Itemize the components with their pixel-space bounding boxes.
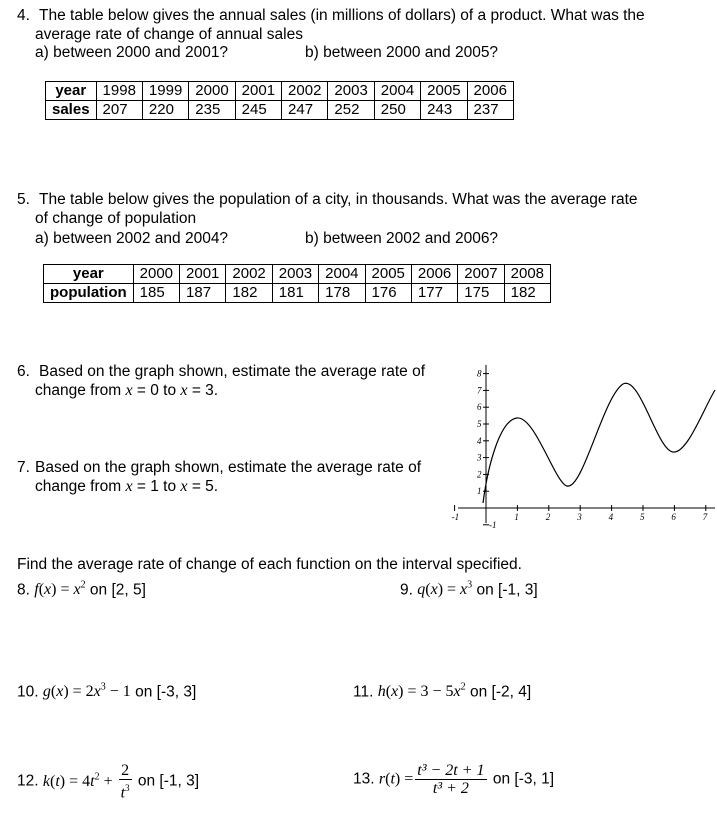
q6-text-line1: Based on the graph shown, estimate the average rate of bbox=[39, 363, 426, 380]
q4-text-line2: average rate of change of annual sales bbox=[35, 26, 303, 43]
table-cell: 2003 bbox=[272, 265, 318, 284]
q5-number: 5. bbox=[17, 191, 30, 208]
table-cell: 2005 bbox=[365, 265, 411, 284]
table-cell: 247 bbox=[282, 101, 328, 120]
q6-text-line2: change from x = 0 to x = 3. bbox=[35, 382, 219, 399]
x-tick-label: -1 bbox=[451, 512, 460, 522]
table-row bbox=[46, 82, 514, 101]
x-tick-label: 4 bbox=[608, 512, 614, 522]
table-cell: 245 bbox=[235, 101, 281, 120]
table-cell: 1999 bbox=[142, 82, 188, 101]
table-cell: 187 bbox=[180, 284, 226, 303]
instructions-text: Find the average rate of change of each function on the interval specified. bbox=[17, 556, 522, 573]
table-cell: 207 bbox=[96, 101, 142, 120]
q13-fraction: $\frac{\text{t³ − 2t + 1}}{\text{t³ + 2}}$ bbox=[417, 762, 485, 797]
function-curve bbox=[483, 383, 715, 503]
table-cell: 2001 bbox=[180, 265, 226, 284]
table-cell: 182 bbox=[226, 284, 272, 303]
table-cell: 250 bbox=[374, 101, 420, 120]
table-cell: 2002 bbox=[226, 265, 272, 284]
table-cell: 1998 bbox=[96, 82, 142, 101]
y-tick-label: 2 bbox=[477, 469, 482, 480]
q4-part-b: b) between 2000 and 2005? bbox=[305, 44, 499, 61]
table-cell: 2006 bbox=[411, 265, 457, 284]
x-tick-label: 2 bbox=[545, 512, 551, 522]
table-cell: 2000 bbox=[189, 82, 235, 101]
y-tick-label: 5 bbox=[477, 419, 482, 429]
x-tick-label: 7 bbox=[702, 512, 708, 522]
q4-row-label-year: year bbox=[46, 82, 97, 101]
table-cell: 252 bbox=[328, 101, 374, 120]
table-cell: 235 bbox=[189, 101, 235, 120]
table-cell: 2008 bbox=[504, 265, 550, 284]
y-tick-label: 6 bbox=[477, 402, 482, 413]
table-cell: 181 bbox=[272, 284, 318, 303]
table-row bbox=[44, 265, 551, 284]
x-tick-label: 3 bbox=[577, 512, 582, 522]
q8-problem: 8. $f(x) = x^2$ on [2, 5] bbox=[17, 580, 146, 599]
q10-problem: 10. $g(x) = 2x^3 - 1$ on [-3, 3] bbox=[17, 682, 197, 701]
table-cell: 2004 bbox=[374, 82, 420, 101]
table-cell: 243 bbox=[421, 101, 467, 120]
table-cell: 2004 bbox=[319, 265, 365, 284]
y-tick-label: 3 bbox=[477, 452, 482, 463]
x-tick-label: 6 bbox=[671, 512, 676, 522]
q5-part-b: b) between 2002 and 2006? bbox=[305, 230, 499, 247]
table-cell: 2002 bbox=[282, 82, 328, 101]
table-row bbox=[44, 284, 551, 303]
table-cell: 2007 bbox=[458, 265, 504, 284]
x-tick-label: 1 bbox=[514, 512, 519, 522]
y-tick-label: 4 bbox=[477, 435, 482, 446]
q13-problem: 13. r(t) = $\frac{\text{t³ − 2t + 1}}{\text{t³ + 2}}$ on [-3, 1] bbox=[353, 762, 555, 797]
q4-sales-table bbox=[45, 81, 514, 120]
table-cell: 2005 bbox=[421, 82, 467, 101]
table-cell: 2006 bbox=[467, 82, 513, 101]
q7-text-line1: Based on the graph shown, estimate the average rate of bbox=[35, 459, 422, 476]
q11-problem: 11. $h(x) = 3 - 5x^2$ on [-2, 4] bbox=[353, 682, 532, 701]
y-tick-label: 7 bbox=[477, 385, 482, 396]
q6-number: 6. bbox=[17, 363, 30, 380]
q7-text-line2: change from x = 1 to x = 5. bbox=[35, 478, 219, 495]
q5-row-label-population: population bbox=[44, 284, 134, 303]
y-tick-label: 8 bbox=[477, 368, 482, 379]
table-cell: 2003 bbox=[328, 82, 374, 101]
table-cell: 178 bbox=[319, 284, 365, 303]
table-cell: 177 bbox=[411, 284, 457, 303]
table-cell: 2001 bbox=[235, 82, 281, 101]
table-cell: 176 bbox=[365, 284, 411, 303]
q4-part-a: a) between 2000 and 2001? bbox=[35, 44, 229, 61]
table-cell: 220 bbox=[142, 101, 188, 120]
table-cell: 175 bbox=[458, 284, 504, 303]
q5-row-label-year: year bbox=[44, 265, 134, 284]
q5-text-line1: The table below gives the population of a city, in thousands. What was the average rate bbox=[39, 191, 638, 208]
q9-problem: 9. $q(x) = x^3$ on [-1, 3] bbox=[400, 580, 538, 599]
q12-fraction: $\frac{2}{t^3}$ bbox=[120, 762, 130, 802]
q4-text-line1: The table below gives the annual sales (in millions of dollars) of a product. What was the bbox=[39, 7, 645, 24]
table-cell: 182 bbox=[504, 284, 550, 303]
table-row bbox=[46, 101, 514, 120]
q12-problem: 12. $k(t) = 4t^2$ + $\frac{2}{t^3}$ on [-1, 3] bbox=[17, 762, 200, 802]
q7-number: 7. bbox=[17, 459, 30, 476]
table-cell: 2000 bbox=[133, 265, 179, 284]
q5-text-line2: of change of population bbox=[35, 210, 197, 227]
y-tick-label: -1 bbox=[489, 519, 497, 530]
y-tick-label: 1 bbox=[477, 486, 482, 497]
q5-population-table bbox=[43, 264, 551, 303]
table-cell: 185 bbox=[133, 284, 179, 303]
x-tick-label: 5 bbox=[640, 512, 645, 522]
q4-number: 4. bbox=[17, 7, 30, 24]
q5-part-a: a) between 2002 and 2004? bbox=[35, 230, 229, 247]
q4-row-label-sales: sales bbox=[46, 101, 97, 120]
function-graph bbox=[451, 355, 717, 530]
table-cell: 237 bbox=[467, 101, 513, 120]
